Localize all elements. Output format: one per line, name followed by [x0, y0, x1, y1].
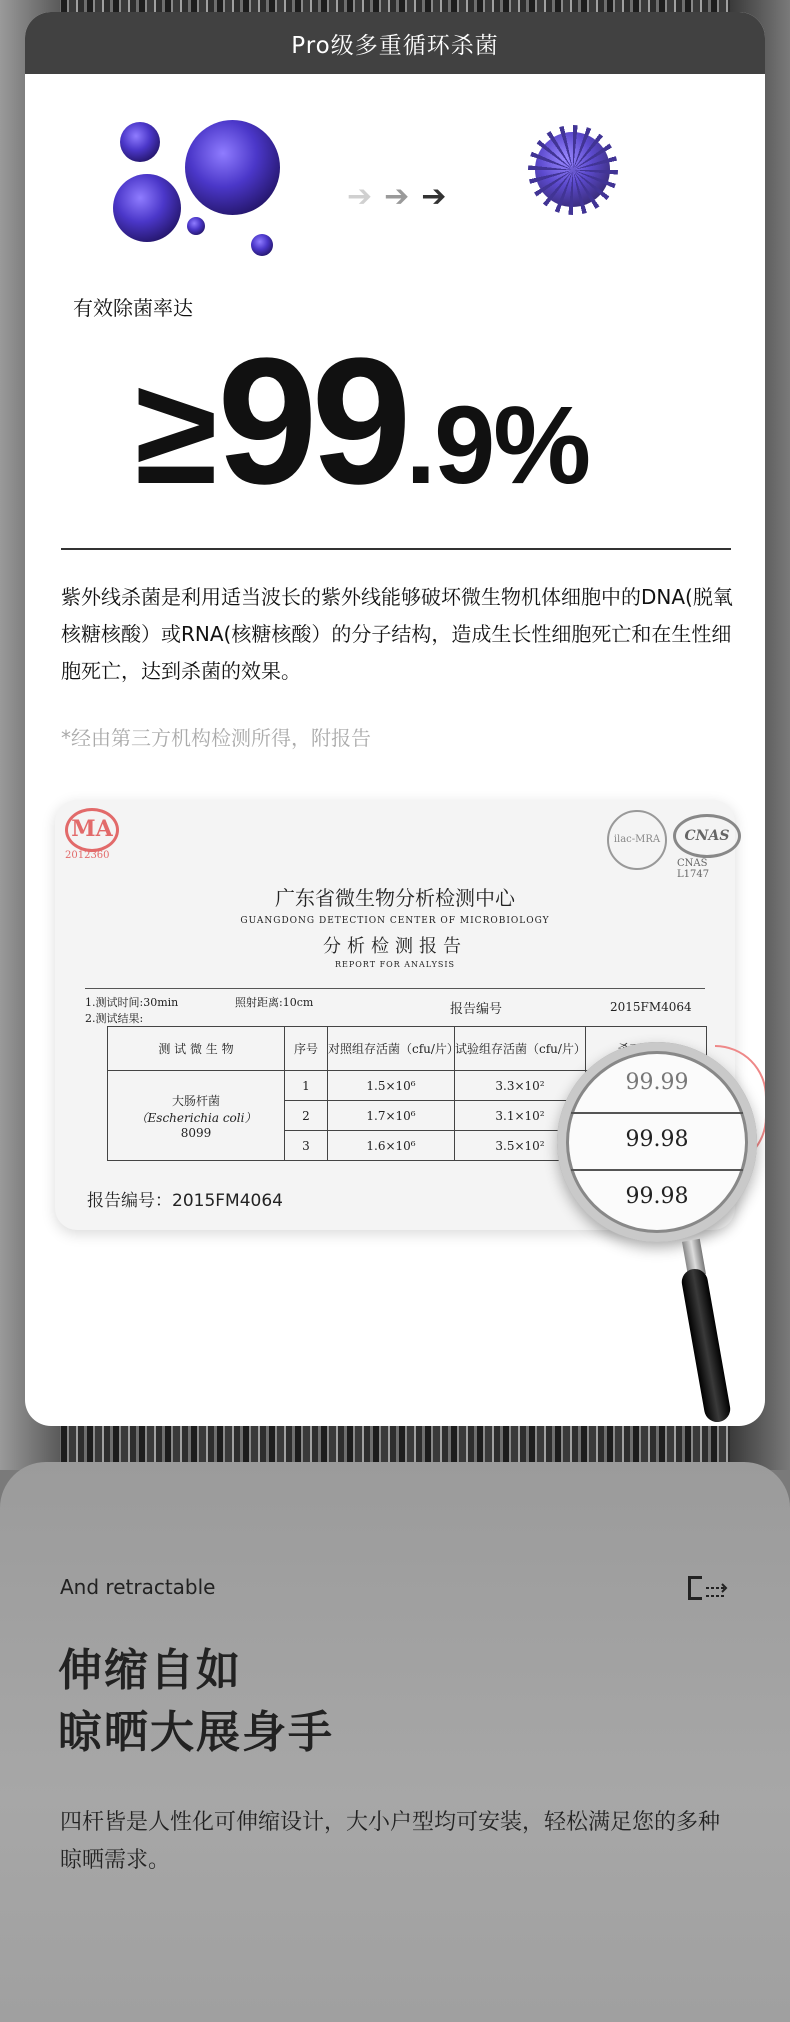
table-header: 测 试 微 生 物 — [108, 1027, 285, 1071]
disintegrating-virus-icon — [535, 132, 610, 207]
organism-cell — [108, 1071, 285, 1161]
report-title-en: REPORT FOR ANALYSIS — [335, 960, 455, 969]
transition-arrows — [347, 179, 447, 214]
report-institution: 广东省微生物分析检测中心 — [275, 886, 515, 910]
test-value: 3.1×10² — [455, 1101, 586, 1131]
row-number: 1 — [285, 1071, 328, 1101]
virus-icon — [120, 122, 160, 162]
arrow-right-icon: ➔ — [347, 179, 373, 214]
uv-description: 紫外线杀菌是利用适当波长的紫外线能够破坏微生物机体细胞中的DNA(脱氧核糖核酸）或RNA(核糖核酸）的分子结构，造成生长性细胞死亡和在生性细胞死亡，达到杀菌的效果。 — [61, 585, 733, 683]
cnas-number: CNAS L1747 — [677, 858, 710, 880]
virus-icon — [187, 217, 205, 235]
card-header: Pro级多重循环杀菌 — [25, 12, 765, 74]
ma-stamp: MA — [65, 808, 119, 852]
ilac-mra-logo: ilac-MRA — [607, 810, 667, 870]
control-value: 1.5×10⁶ — [328, 1071, 455, 1101]
virus-icon — [113, 174, 181, 242]
report-distance: 照射距离:10cm — [235, 996, 314, 1009]
report-number-label: 报告编号 — [450, 1002, 503, 1017]
arrow-right-icon: ➔ — [421, 179, 447, 214]
section-title — [58, 1640, 334, 1764]
divider — [61, 548, 731, 550]
third-party-note: *经由第三方机构检测所得，附报告 — [61, 726, 371, 750]
test-value: 3.5×10² — [455, 1131, 586, 1161]
virus-icon — [251, 234, 273, 256]
virus-icon — [185, 120, 280, 215]
magnified-rule — [571, 1112, 743, 1114]
sterilization-rate — [135, 321, 590, 522]
control-value: 1.7×10⁶ — [328, 1101, 455, 1131]
magnified-value: 99.98 — [625, 1127, 689, 1152]
organism-id: 8099 — [180, 1125, 212, 1140]
magnified-value: 99.98 — [625, 1184, 689, 1209]
rate-symbol: ≥ — [135, 347, 218, 515]
report-institution-en: GUANGDONG DETECTION CENTER OF MICROBIOLOGY — [240, 916, 550, 926]
report-rule — [85, 988, 705, 989]
table-header: 对照组存活菌（cfu/片） — [328, 1027, 455, 1071]
section-title-line1: 伸缩自如 — [58, 1645, 242, 1696]
magnified-rule — [571, 1169, 743, 1171]
test-value: 3.3×10² — [455, 1071, 586, 1101]
ma-stamp-number: 2012360 — [65, 850, 110, 861]
control-value: 1.6×10⁶ — [328, 1131, 455, 1161]
organism-latin: （Escherichia coli） — [135, 1110, 257, 1125]
cnas-logo: CNAS — [673, 814, 741, 858]
magnifier-glass — [557, 1042, 757, 1242]
report-title: 分析检测报告 — [323, 936, 467, 957]
retract-icon — [686, 1574, 730, 1604]
sterilization-card — [25, 12, 765, 1426]
report-result-label: 2.测试结果: — [85, 1012, 144, 1025]
report-number-value: 2015FM4064 — [610, 1000, 692, 1014]
rate-integer: 99 — [217, 321, 406, 522]
organism-name: 大肠杆菌 — [171, 1093, 220, 1108]
section-description: 四杆皆是人性化可伸缩设计，大小户型均可安装，轻松满足您的多种晾晒需求。 — [60, 1810, 721, 1873]
rate-caption: 有效除菌率达 — [73, 296, 193, 320]
table-header: 序号 — [285, 1027, 328, 1071]
section-subtitle: And retractable — [60, 1575, 216, 1599]
report-code: 报告编号：2015FM4064 — [87, 1191, 283, 1211]
row-number: 3 — [285, 1131, 328, 1161]
magnifier-handle — [680, 1267, 733, 1424]
table-header: 试验组存活菌（cfu/片） — [455, 1027, 586, 1071]
section-title-line2: 晾晒大展身手 — [58, 1707, 334, 1758]
magnified-value: 99.99 — [625, 1070, 689, 1095]
rate-decimal: .9% — [405, 384, 590, 507]
row-number: 2 — [285, 1101, 328, 1131]
arrow-right-icon: ➔ — [384, 179, 410, 214]
report-test-time: 1.测试时间:30min — [85, 996, 179, 1009]
retractable-section — [0, 1462, 790, 2022]
